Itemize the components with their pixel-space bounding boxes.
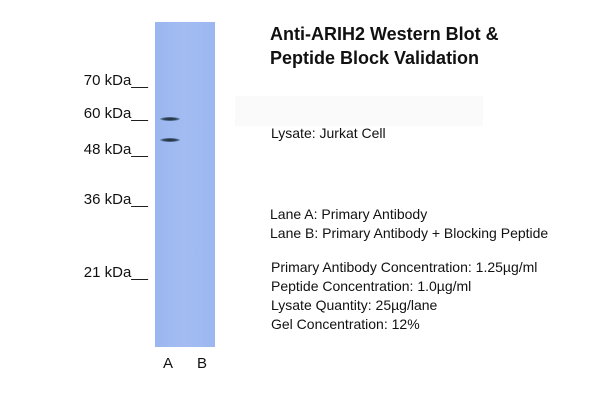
marker-60kda: 60 kDa__ xyxy=(83,105,148,122)
marker-70kda: 70 kDa__ xyxy=(83,72,148,89)
lysate-quantity: Lysate Quantity: 25µg/lane xyxy=(271,297,438,313)
figure-title-line-2: Peptide Block Validation xyxy=(270,48,480,68)
lane-a-description: Lane A: Primary Antibody xyxy=(270,206,428,222)
lane-descriptions xyxy=(270,205,548,243)
lysate-text: Lysate: Jurkat Cell xyxy=(271,125,386,141)
lane-label-a: A xyxy=(163,355,174,372)
peptide-concentration: Peptide Concentration: 1.0µg/ml xyxy=(271,278,472,294)
marker-21kda: 21 kDa__ xyxy=(83,264,148,281)
experiment-conditions xyxy=(271,258,537,334)
lane-label-b: B xyxy=(197,355,208,372)
faint-background-box xyxy=(235,96,483,126)
marker-48kda: 48 kDa__ xyxy=(83,141,148,158)
blot-membrane xyxy=(155,22,215,347)
primary-antibody-concentration: Primary Antibody Concentration: 1.25µg/ml xyxy=(271,259,538,275)
marker-36kda: 36 kDa__ xyxy=(83,191,148,208)
blot-band-lower xyxy=(160,138,180,142)
lane-b-description: Lane B: Primary Antibody + Blocking Peptide xyxy=(270,225,549,241)
figure-title xyxy=(270,22,499,70)
figure-title-line-1: Anti-ARIH2 Western Blot & xyxy=(270,24,499,44)
blot-band-upper xyxy=(160,117,180,121)
gel-concentration: Gel Concentration: 12% xyxy=(271,316,420,332)
